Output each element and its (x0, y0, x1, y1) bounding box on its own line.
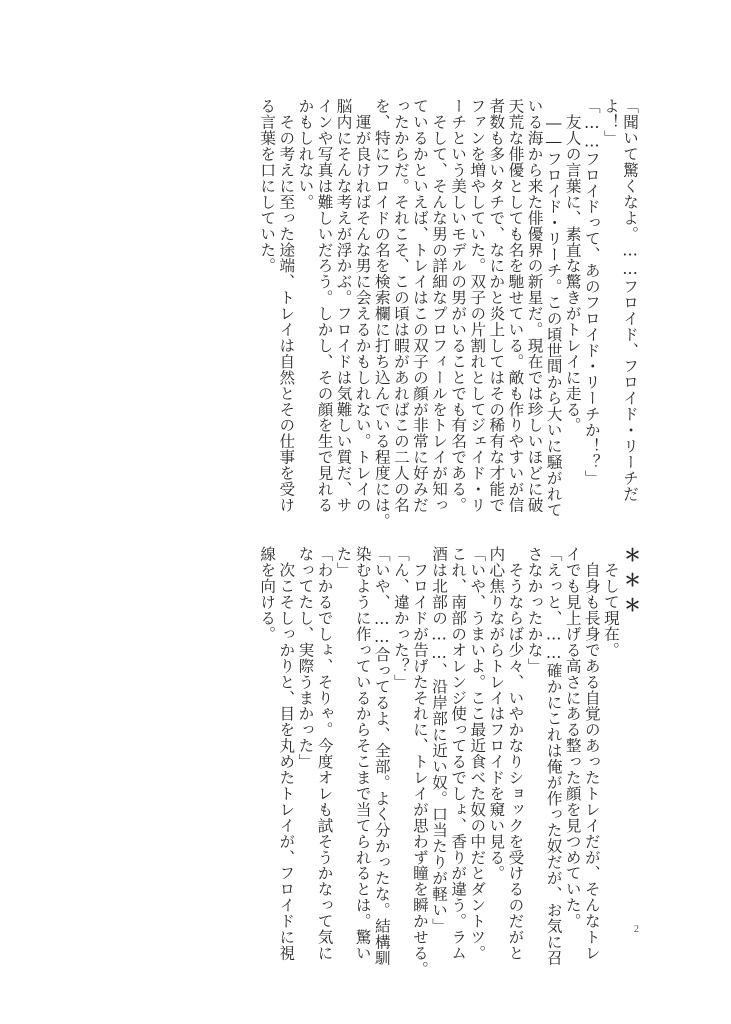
text-line: よ！」 (601, 98, 620, 146)
text-line: 友人の言葉に、素直な驚きがトレイに走る。 (563, 98, 582, 433)
text-line: さなかったかな」 (525, 546, 544, 674)
text-line: 「いや、うまいよ。ここ最近食べた奴の中だとダントツ。 (468, 546, 487, 961)
text-line: イでも見上げる高さにある整った顔を見つめていた。 (563, 546, 582, 929)
text-line: 染むように作っているからそこまで当てられるとは。驚い (353, 546, 372, 961)
text-line: なってたし、実際うまかった」 (296, 546, 315, 770)
text-line: フロイドが告げたそれに、トレイが思わず瞳を瞬かせる。 (410, 546, 429, 977)
text-line: そして現在。 (601, 546, 620, 658)
text-line: 「いや、……合ってるよ、全部。よく分かったな。結構馴 (372, 546, 391, 966)
text-line: インや写真は難しいだろう。しかし、その顔を生で見れる (315, 98, 334, 513)
text-line: 酒は北部の……、沿岸部に近い奴。口当たりが軽い」 (430, 546, 449, 934)
scene-break-asterisks: ＊＊＊ (620, 546, 640, 621)
text-line: 天荒な俳優としても名を馳せている。敵も作りやすいが信 (506, 98, 525, 513)
text-line: 自身も長身である自覚のあったトレイだが、そんなトレ (582, 546, 601, 961)
text-line: そして、そんな男の詳細なプロフィールをトレイが知っ (430, 98, 449, 513)
text-line: これ、南部のオレンジ使ってるでしょ、香りが違う。ラム (449, 546, 468, 961)
text-line: 脳内にそんな考えが浮かぶ。フロイドは気難しい質だ、サ (334, 98, 353, 513)
text-line: る言葉を口にしていた。 (258, 98, 277, 274)
top-text-section (257, 98, 639, 529)
page-number: 2 (634, 924, 639, 935)
text-line: 次こそしっかりと、目を丸めたトレイが、フロイドに視 (277, 546, 296, 961)
text-line: 「えっと、……確かにこれは俺が作った奴だが、お気に召 (544, 546, 563, 966)
text-line: ファンを増やしていた。双子の片割れとしてジェイド・リ (468, 98, 487, 513)
text-line: 「ん、違かった？」 (391, 546, 410, 690)
text-line: 者数も多いタチで、なにかと炎上してはその稀有な才能で (487, 98, 506, 513)
text-line: その考えに至った途端、トレイは自然とその仕事を受け (277, 98, 296, 513)
text-line: 「わかるでしょ、そりゃ。今度オレも試そうかなって気に (315, 546, 334, 961)
text-line: かもしれない。 (296, 98, 315, 210)
text-line: 「……フロイドって、あのフロイド・リーチか！？」 (582, 98, 601, 486)
text-line: ったからだ。それこそ、この頃は暇があればこの二人の名 (391, 98, 410, 513)
text-line: ているかといえば、トレイはこの双子の顔が非常に好みだ (410, 98, 429, 513)
text-line: ――フロイド・リーチ。この頃世間から大いに騒がれて (544, 98, 563, 518)
text-line: 運が良ければそんな男に会えるかもしれない。トレイの (353, 98, 372, 513)
text-line: そうならば少々、いやかなりショックを受けるのだがと (506, 546, 525, 961)
text-line: 線を向ける。 (258, 546, 277, 642)
bottom-text-section (257, 546, 640, 977)
text-line: ーチという美しいモデルの男がいることでも有名である。 (449, 98, 468, 513)
text-line: を、特にフロイドの名を検索欄に打ち込んでいる程度には。 (372, 98, 391, 529)
text-line: た」 (334, 546, 353, 578)
text-line: 内心焦りながらトレイはフロイドを窺い見る。 (487, 546, 506, 881)
text-line: 「聞いて驚くなよ。……フロイド、フロイド・リーチだ (621, 98, 639, 502)
text-line: いる海から来た俳優界の新星だ。現在では珍しいほどに破 (525, 98, 544, 513)
